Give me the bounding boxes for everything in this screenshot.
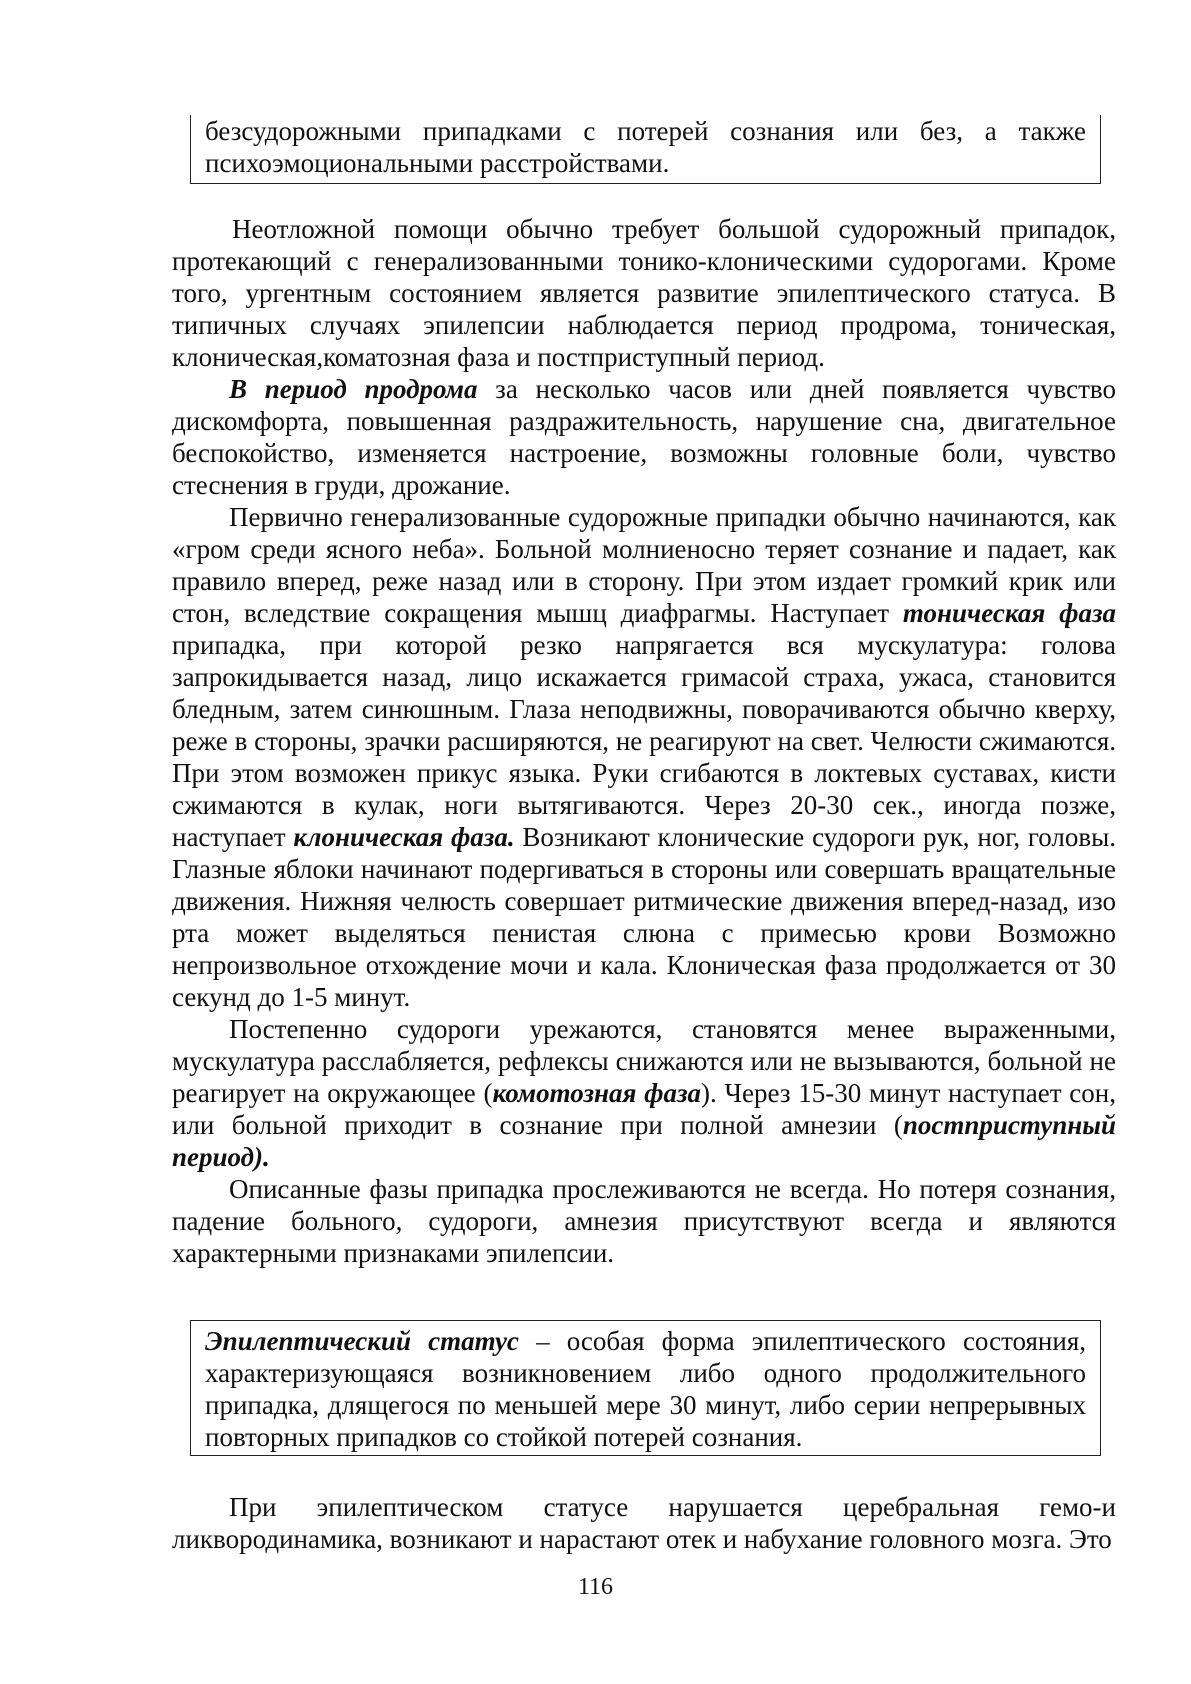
main-text [172, 213, 1116, 1269]
status-epilepticus-box [190, 1320, 1101, 1456]
term-status-epilepticus: Эпилептический статус [205, 1326, 519, 1356]
paragraph-seizure-text-b: припадка, при которой резко напрягается вся мускулатура: голова запрокидывается назад, лицо искажается гримасой страха, ужаса, становится бледным, затем синюшным. Глаза неподвижны, поворачиваются обычно кверху, реже в стороны, зрачки расширяются, не реагируют на свет. Челюсти сжимаются. При этом возможен прикус языка. Руки сгибаются в локтевых суставах, кисти сжимаются в кулак, ноги вытягиваются. Через 20-30 сек., иногда позже, наступает [172, 630, 1116, 852]
paragraph-coma-phase [172, 1013, 1116, 1173]
paragraph-seizure-text-c: Возникают клонические судороги рук, ног, головы. Глазные яблоки начинают подергиваться в стороны или совершать вращательные движения. Нижняя челюсть совершает ритмические движения вперед-назад, изо рта может выделяться пенистая слюна с примесью крови Возможно непроизвольное отхождение мочи и кала. Клоническая фаза продолжается от 30 секунд до 1-5 минут. [172, 822, 1117, 1012]
paragraph-coma-text-b: ). Через 15-30 минут наступает сон, или больной приходит в сознание при полной амнезии ( [172, 1078, 1116, 1140]
paragraph-prodrome [172, 373, 1116, 501]
paragraph-seizure-phases [172, 501, 1116, 1013]
paragraph-prodrome-text: за несколько часов или дней появляется чувство дискомфорта, повышенная раздражительность, нарушение сна, двигательное беспокойство, изменяется настроение, возможны головные боли, чувство стеснения в груди, дрожание. [172, 374, 1116, 500]
definition-box-continued [190, 115, 1101, 184]
paragraph-coma-text-a: Постепенно судороги урежаются, становятся менее выраженными, мускулатура расслабляется, рефлексы снижаются или не вызываются, больной не реагирует на окружающее ( [172, 1014, 1116, 1108]
term-coma-phase: комотозная фаза [492, 1078, 701, 1108]
term-postictal-period: постприступный период). [172, 1110, 1116, 1172]
page-number: 116 [577, 1574, 614, 1600]
paragraph-seizure-text-a: Первично генерализованные судорожные припадки обычно начинаются, как «гром среди ясного неба». Больной молниеносно теряет сознание и падает, как правило вперед, реже назад или в сторону. При этом издает громкий крик или стон, вследствие сокращения мышц диафрагмы. Наступает [172, 502, 1116, 628]
paragraph-status-effects: При эпилептическом статусе нарушается церебральная гемо-и ликвородинамика, возникают и нарастают отек и набухание головного мозга. Это [172, 1492, 1116, 1554]
term-clonic-phase: клоническая фаза. [293, 822, 515, 852]
term-tonic-phase: тоническая фаза [902, 598, 1117, 628]
paragraph-signs: Описанные фазы припадка прослеживаются не всегда. Но потеря сознания, падение больного, судороги, амнезия присутствуют всегда и являются характерными признаками эпилепсии. [172, 1174, 1116, 1268]
continuation-text [172, 1491, 1116, 1555]
status-epilepticus-definition: – особая форма эпилептического состояния, характеризующаяся возникновением либо одного продолжительного припадка, длящегося по меньшей мере 30 минут, либо серии непрерывных повторных припадков со стойкой потерей сознания. [205, 1326, 1086, 1452]
definition-box-text: безсудорожными припадками с потерей сознания или без, а также психоэмоциональными расстройствами. [205, 116, 1086, 178]
paragraph-emergency: Неотложной помощи обычно требует большой судорожный припадок, протекающий с генерализованными тонико-клоническими судорогами. Кроме того, ургентным состоянием является развитие эпилептического статуса. В типичных случаях эпилепсии наблюдается период продрома, тоническая, клоническая,коматозная фаза и постприступный период. [172, 214, 1116, 372]
term-prodrome: В период продрома [229, 374, 478, 404]
